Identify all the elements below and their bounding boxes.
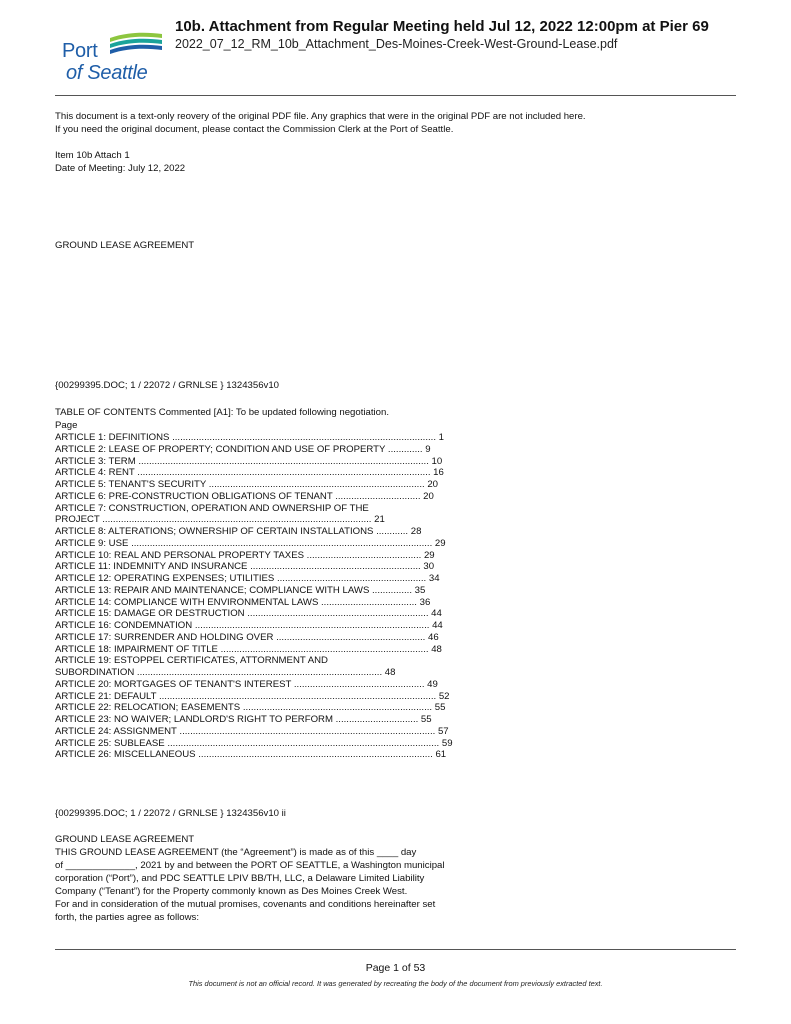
body-line: Company (“Tenant”) for the Property commonly known as Des Moines Creek West. — [55, 886, 408, 897]
notice-line-1: This document is a text-only reovery of the original PDF file. Any graphics that were in the original PDF are not included here. — [55, 111, 586, 122]
toc-entry: ARTICLE 1: DEFINITIONS ................................................................................................... 1 — [55, 432, 444, 443]
toc-entry: SUBORDINATION ............................................................................................ 48 — [55, 667, 396, 678]
logo-stripes-icon — [108, 30, 164, 56]
toc-entry: ARTICLE 4: RENT .............................................................................................................. 16 — [55, 467, 444, 479]
toc-entry: ARTICLE 10: REAL AND PERSONAL PROPERTY TAXES ........................................... 29 — [55, 549, 435, 561]
toc-entry: ARTICLE 15: DAMAGE OR DESTRUCTION .................................................................... 44 — [55, 608, 442, 620]
item-label: Item 10b Attach 1 — [55, 150, 130, 161]
body-heading: GROUND LEASE AGREEMENT — [55, 834, 195, 845]
toc-entry: ARTICLE 3: TERM ............................................................................................................. 10 — [55, 455, 443, 467]
toc-heading: TABLE OF CONTENTS Commented [A1]: To be updated following negotiation. — [55, 407, 389, 418]
document-reference: {00299395.DOC; 1 / 22072 / GRNLSE } 1324356v10 — [55, 380, 280, 391]
document-reference-page-ii: {00299395.DOC; 1 / 22072 / GRNLSE } 1324356v10 ii — [55, 808, 286, 819]
document-title: GROUND LEASE AGREEMENT — [55, 240, 195, 251]
port-of-seattle-logo — [58, 24, 168, 84]
page-number: Page 1 of 53 — [365, 962, 426, 974]
toc-entry: ARTICLE 16: CONDEMNATION ........................................................................................ 44 — [55, 620, 443, 631]
toc-entry: ARTICLE 20: MORTGAGES OF TENANT'S INTEREST ................................................. 49 — [55, 678, 438, 690]
toc-page-label: Page — [55, 420, 78, 431]
footer-divider — [55, 949, 736, 950]
toc-entry: ARTICLE 13: REPAIR AND MAINTENANCE; COMPLIANCE WITH LAWS ............... 35 — [55, 584, 426, 596]
toc-entry: ARTICLE 21: DEFAULT ........................................................................................................ 52 — [55, 690, 450, 702]
toc-entry: ARTICLE 6: PRE-CONSTRUCTION OBLIGATIONS OF TENANT ................................ 20 — [55, 490, 434, 502]
meeting-date: Date of Meeting: July 12, 2022 — [55, 163, 186, 174]
toc-entry: ARTICLE 14: COMPLIANCE WITH ENVIRONMENTAL LAWS .................................... 36 — [55, 596, 431, 608]
toc-entry: ARTICLE 25: SUBLEASE ...................................................................................................... 59 — [55, 737, 453, 749]
body-line: THIS GROUND LEASE AGREEMENT (the “Agreement”) is made as of this ____ day — [55, 847, 417, 858]
body-line: corporation (“Port”), and PDC SEATTLE LPIV BB/TH, LLC, a Delaware Limited Liability — [55, 873, 425, 884]
table-of-contents — [55, 432, 453, 761]
toc-entry: ARTICLE 18: IMPAIRMENT OF TITLE .............................................................................. 48 — [55, 643, 442, 655]
body-line: of _____________, 2021 by and between the PORT OF SEATTLE, a Washington municipal — [55, 860, 445, 871]
toc-entry: ARTICLE 24: ASSIGNMENT ................................................................................................ 57 — [55, 725, 449, 737]
toc-entry: ARTICLE 9: USE ................................................................................................................. 29 — [55, 537, 446, 549]
toc-entry: ARTICLE 22: RELOCATION; EASEMENTS ....................................................................... 55 — [55, 702, 446, 714]
footer-disclaimer: This document is not an official record. It was generated by recreating the body of the document from previously extracted text. — [188, 979, 603, 988]
toc-entry: ARTICLE 2: LEASE OF PROPERTY; CONDITION AND USE OF PROPERTY ............. 9 — [55, 443, 431, 455]
document-header-title: 10b. Attachment from Regular Meeting held Jul 12, 2022 12:00pm at Pier 69 — [175, 18, 709, 35]
toc-entry: ARTICLE 23: NO WAIVER; LANDLORD'S RIGHT TO PERFORM ............................... 55 — [55, 714, 432, 725]
body-line: forth, the parties agree as follows: — [55, 912, 199, 923]
logo-text-seattle: of Seattle — [66, 62, 148, 84]
document-header-filename: 2022_07_12_RM_10b_Attachment_Des-Moines-Creek-West-Ground-Lease.pdf — [175, 37, 618, 51]
notice-line-2: If you need the original document, please contact the Commission Clerk at the Port of Seattle. — [55, 124, 454, 135]
toc-entry: ARTICLE 8: ALTERATIONS; OWNERSHIP OF CERTAIN INSTALLATIONS ............ 28 — [55, 526, 422, 537]
toc-entry: PROJECT ..................................................................................................... 21 — [55, 514, 385, 526]
toc-entry: ARTICLE 5: TENANT'S SECURITY ................................................................................. 20 — [55, 479, 439, 490]
toc-entry: ARTICLE 26: MISCELLANEOUS ........................................................................................ 61 — [55, 749, 447, 761]
toc-entry: ARTICLE 17: SURRENDER AND HOLDING OVER ........................................................ 46 — [55, 631, 439, 643]
toc-entry: ARTICLE 11: INDEMNITY AND INSURANCE ................................................................ 30 — [55, 561, 435, 573]
logo-text-port: Port — [62, 40, 98, 62]
body-line: For and in consideration of the mutual promises, covenants and conditions hereinafter set — [55, 899, 436, 910]
header-divider — [55, 95, 736, 96]
toc-entry: ARTICLE 12: OPERATING EXPENSES; UTILITIES ........................................................ 34 — [55, 573, 440, 584]
toc-entry: ARTICLE 19: ESTOPPEL CERTIFICATES, ATTORNMENT AND — [55, 655, 328, 667]
toc-entry: ARTICLE 7: CONSTRUCTION, OPERATION AND OWNERSHIP OF THE — [55, 502, 369, 514]
